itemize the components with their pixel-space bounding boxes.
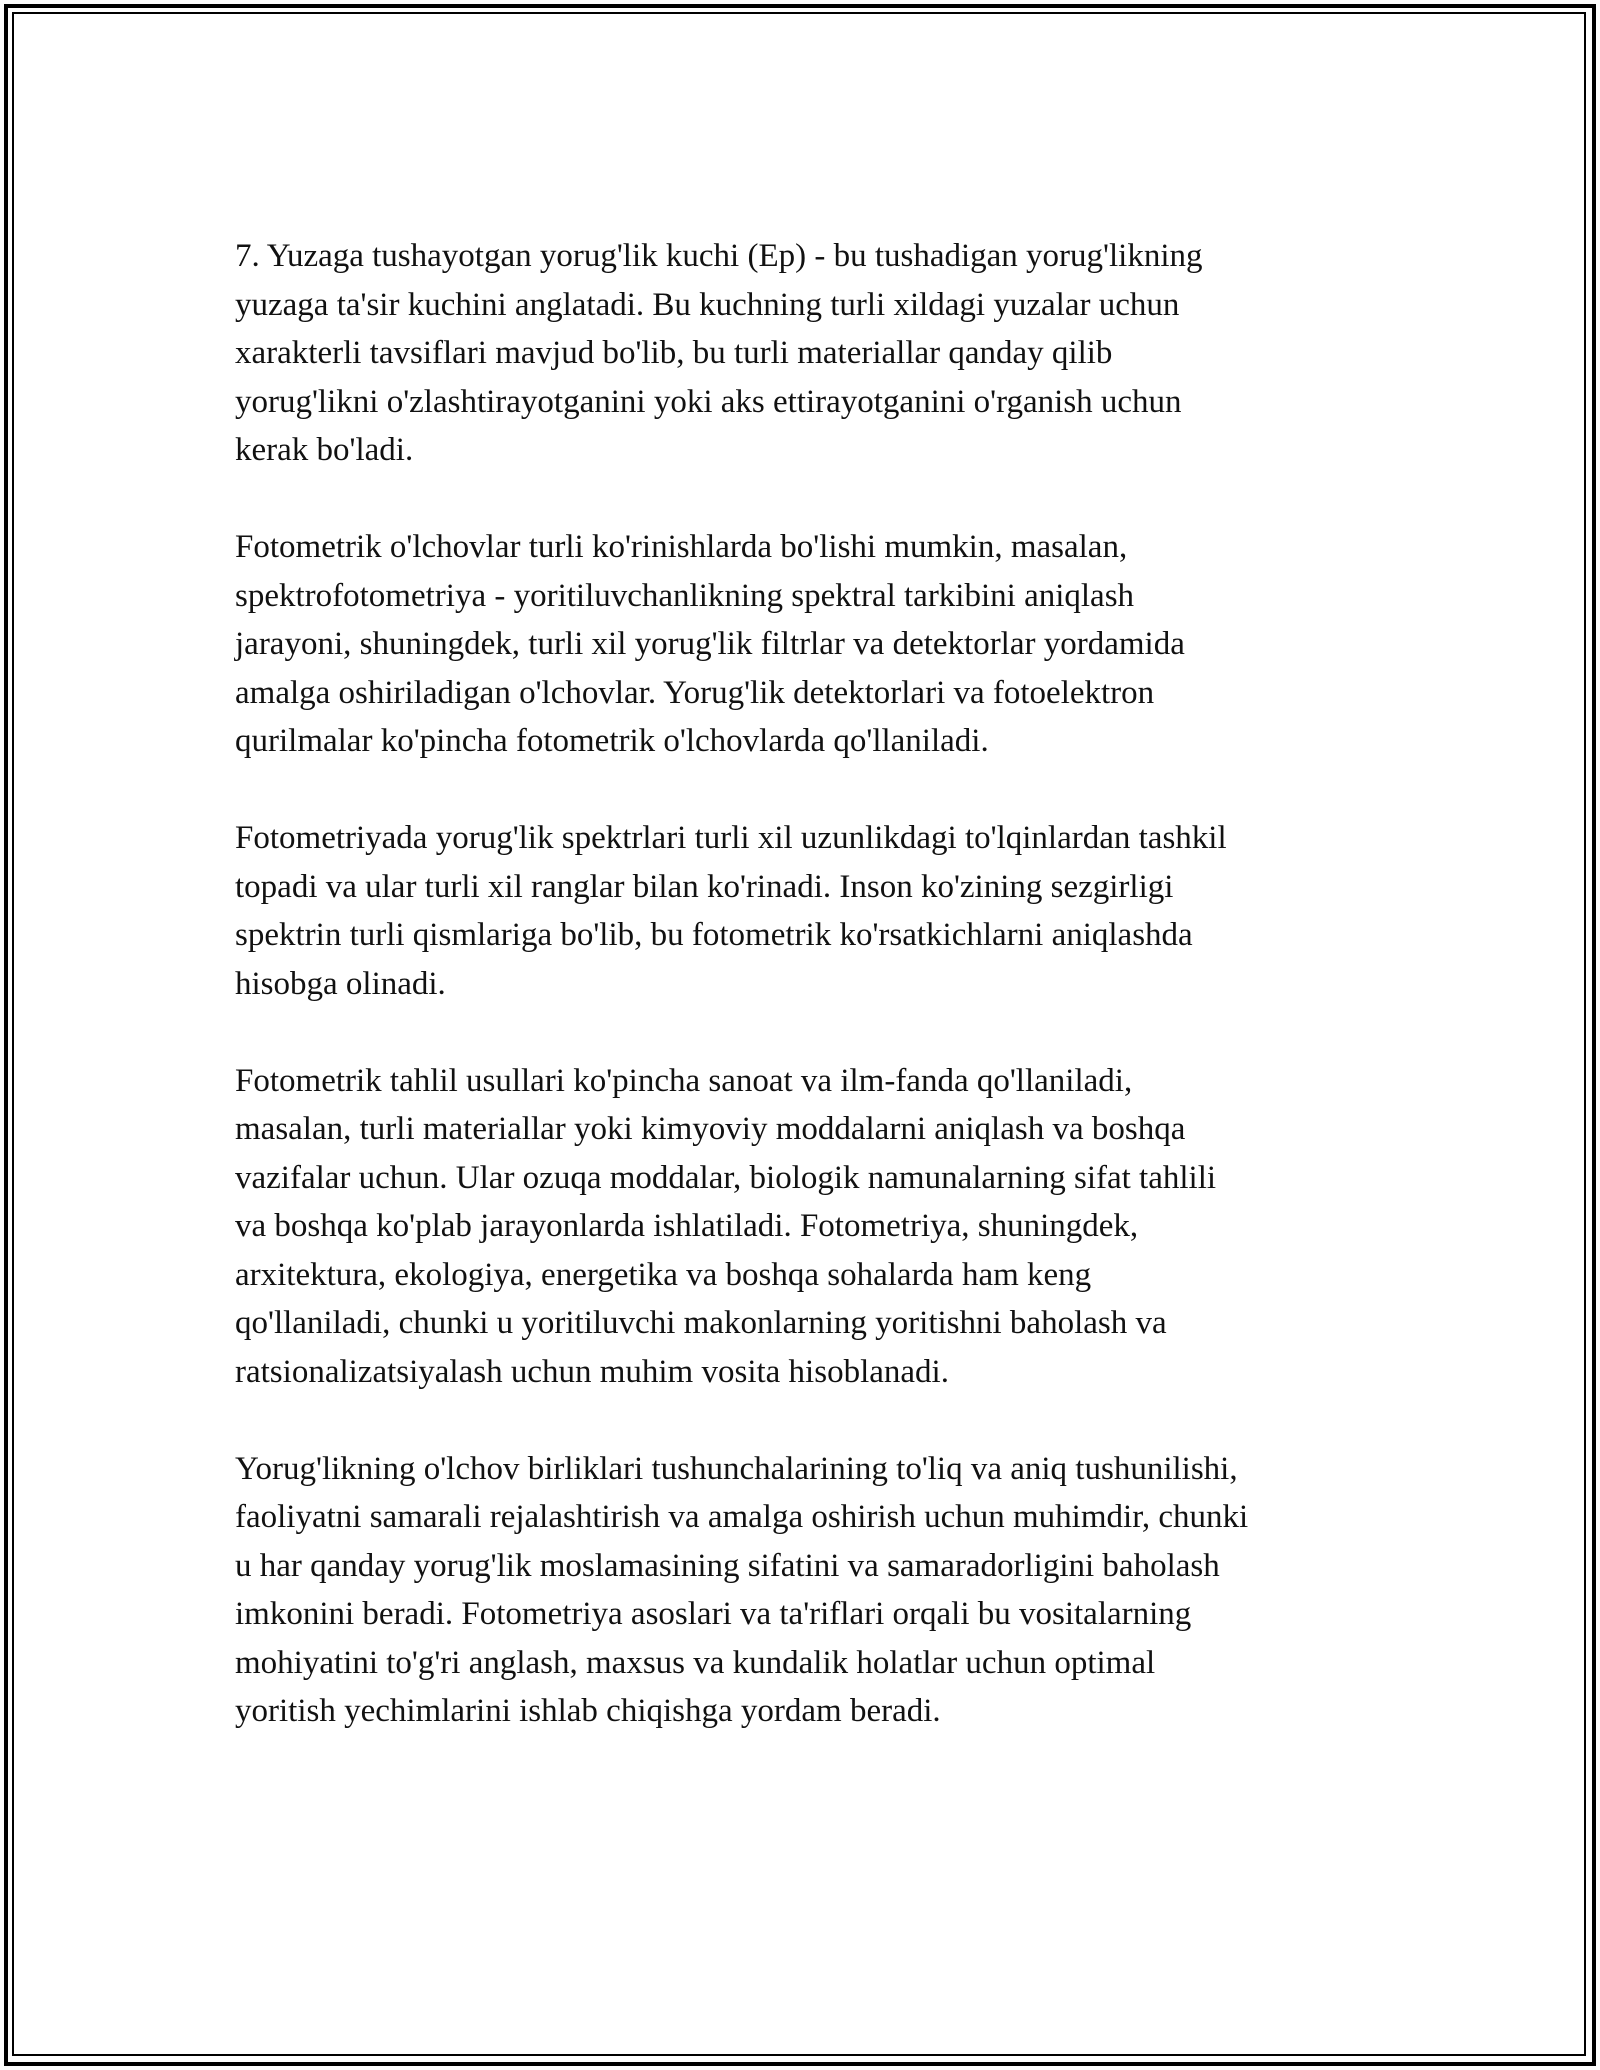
text-line: yorug'likni o'zlashtirayotganini yoki aks ettirayotganini o'rganish uchun xyxy=(235,383,1182,420)
text-line: qurilmalar ko'pincha fotometrik o'lchovlarda qo'llaniladi. xyxy=(235,723,989,759)
text-line: vazifalar uchun. Ular ozuqa moddalar, biologik namunalarning sifat tahlili xyxy=(235,1159,1217,1196)
text-line: arxitektura, ekologiya, energetika va boshqa sohalarda ham keng xyxy=(235,1256,1092,1293)
text-line: u har qanday yorug'lik moslamasining sifatini va samaradorligini baholash xyxy=(235,1547,1220,1584)
text-line: Fotometrik tahlil usullari ko'pincha sanoat va ilm-fanda qo'llaniladi, xyxy=(235,1062,1133,1099)
text-line: hisobga olinadi. xyxy=(235,965,446,1002)
text-line: kerak bo'ladi. xyxy=(235,432,414,468)
text-line: qo'llaniladi, chunki u yoritiluvchi makonlarning yoritishni baholash va xyxy=(235,1305,1167,1341)
paragraph-1 xyxy=(235,232,1375,475)
text-line: xarakterli tavsiflari mavjud bo'lib, bu turli materiallar qanday qilib xyxy=(235,335,1113,371)
paragraph-5 xyxy=(235,1445,1375,1736)
text-line: Yorug'likning o'lchov birliklari tushunchalarining to'liq va aniq tushunilishi, xyxy=(235,1450,1238,1487)
text-line: va boshqa ko'plab jarayonlarda ishlatiladi. Fotometriya, shuningdek, xyxy=(235,1208,1139,1244)
text-line: spektrin turli qismlariga bo'lib, bu fotometrik ko'rsatkichlarni aniqlashda xyxy=(235,917,1193,953)
text-line: imkonini beradi. Fotometriya asoslari va ta'riflari orqali bu vositalarning xyxy=(235,1596,1192,1632)
paragraph-4 xyxy=(235,1057,1375,1397)
document-body xyxy=(235,232,1375,1784)
text-line: mohiyatini to'g'ri anglash, maxsus va kundalik holatlar uchun optimal xyxy=(235,1644,1156,1681)
paragraph-3 xyxy=(235,814,1375,1008)
text-line: spektrofotometriya - yoritiluvchanlikning spektral tarkibini aniqlash xyxy=(235,577,1135,614)
text-line: amalga oshiriladigan o'lchovlar. Yorug'lik detektorlari va fotoelektron xyxy=(235,674,1155,711)
text-line: 7. Yuzaga tushayotgan yorug'lik kuchi (Ep) - bu tushadigan yorug'likning xyxy=(235,238,1203,274)
text-line: Fotometrik o'lchovlar turli ko'rinishlarda bo'lishi mumkin, masalan, xyxy=(235,529,1128,565)
text-line: topadi va ular turli xil ranglar bilan ko'rinadi. Inson ko'zining sezgirligi xyxy=(235,868,1174,905)
text-line: masalan, turli materiallar yoki kimyoviy moddalarni aniqlash va boshqa xyxy=(235,1111,1186,1147)
text-line: jarayoni, shuningdek, turli xil yorug'lik filtrlar va detektorlar yordamida xyxy=(235,626,1185,662)
text-line: Fotometriyada yorug'lik spektrlari turli xil uzunlikdagi to'lqinlardan tashkil xyxy=(235,820,1227,856)
paragraph-2 xyxy=(235,523,1375,766)
text-line: yoritish yechimlarini ishlab chiqishga yordam beradi. xyxy=(235,1693,941,1729)
text-line: ratsionalizatsiyalash uchun muhim vosita hisoblanadi. xyxy=(235,1353,949,1390)
text-line: yuzaga ta'sir kuchini anglatadi. Bu kuchning turli xildagi yuzalar uchun xyxy=(235,286,1180,323)
text-line: faoliyatni samarali rejalashtirish va amalga oshirish uchun muhimdir, chunki xyxy=(235,1499,1249,1535)
